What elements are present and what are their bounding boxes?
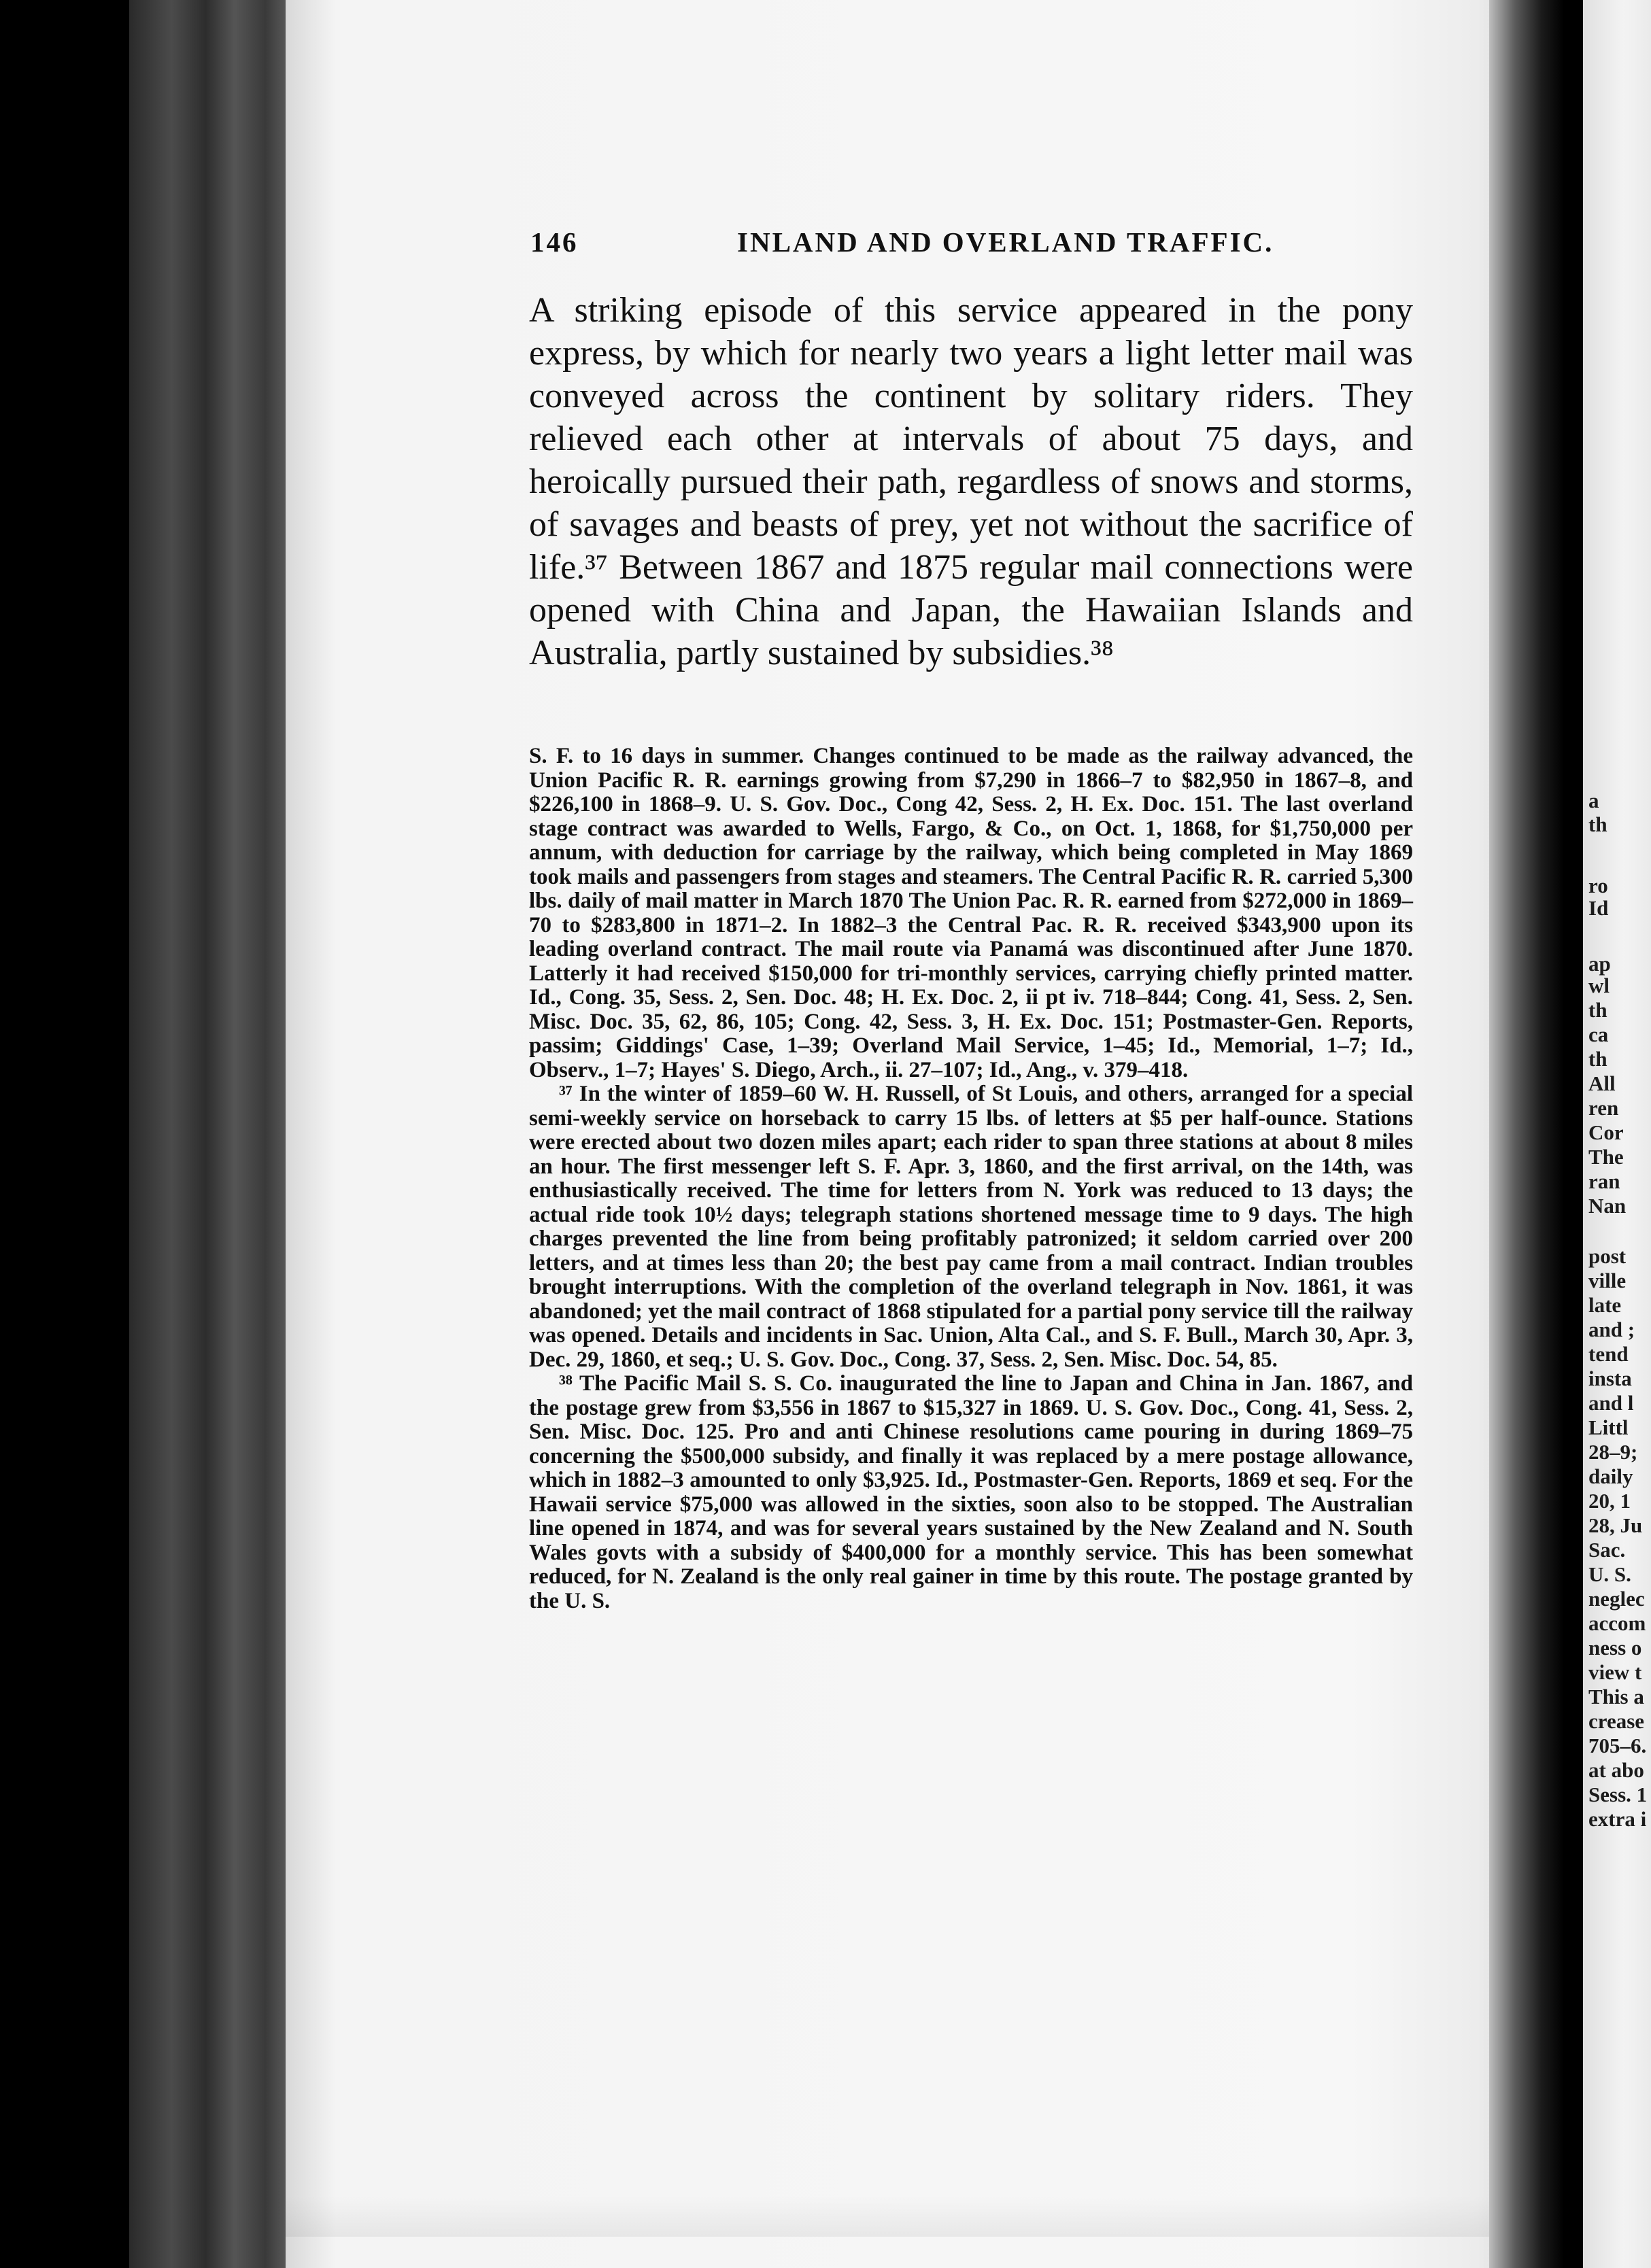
next-page-fragment: 20, 1 xyxy=(1588,1489,1631,1513)
next-page-fragment: ca xyxy=(1588,1023,1609,1046)
next-page-fragment: daily xyxy=(1588,1464,1633,1488)
next-page-fragment: at abo xyxy=(1588,1758,1644,1782)
next-page-fragment: ness o xyxy=(1588,1636,1642,1660)
page-bottom-shade xyxy=(286,2196,1540,2237)
next-page-fragment: Littl xyxy=(1588,1415,1629,1439)
next-page-fragment: extra i xyxy=(1588,1807,1647,1831)
next-page-fragment: wl xyxy=(1588,974,1610,997)
page-number: 146 xyxy=(530,226,579,258)
running-head: INLAND AND OVERLAND TRAFFIC. xyxy=(737,226,1274,258)
main-paragraph xyxy=(529,289,1413,674)
next-page-fragment: U. S. xyxy=(1588,1562,1631,1586)
next-page-fragment: Id xyxy=(1588,896,1609,920)
next-page-fragment: and ; xyxy=(1588,1318,1635,1341)
next-page-fragment: Cor xyxy=(1588,1120,1624,1144)
page-gutter xyxy=(1489,0,1564,2268)
next-page-fragment: All xyxy=(1588,1071,1616,1095)
next-page-fragment: a xyxy=(1588,789,1599,812)
footnote-37: ³⁷ In the winter of 1859–60 W. H. Russell, of St Louis, and others, arranged for a special semi-weekly service on horseback to carry 15 lbs. of letters at $5 per half-ounce. Stations were erected about two dozen miles apart; each rider to span three stations at about 8 miles an hour. The first messenger left S. F. Apr. 3, 1860, and the first arrival, on the 14th, was enthusiastically received. The time for letters from N. York was reduced to 13 days; the actual ride took 10½ days; telegraph stations shortened message time to 9 days. The high charges prevented the line from being profitably patronized; it seldom carried over 200 letters, and at times less than 20; the best pay came from a mail contract. Indian troubles brought interruptions. With the completion of the overland telegraph in Nov. 1861, it was abandoned; yet the mail contract of 1868 stipulated for a partial pony service till the railway was opened. Details and incidents in Sac. Union, Alta Cal., and S. F. Bull., March 30, Apr. 3, Dec. 29, 1860, et seq.; U. S. Gov. Doc., Cong. 37, Sess. 2, Sen. Misc. Doc. 54, 85. xyxy=(529,1082,1413,1372)
gutter-shadow xyxy=(1564,0,1583,2268)
next-page-fragment: post xyxy=(1588,1244,1627,1268)
next-page-fragment: view t xyxy=(1588,1660,1642,1684)
book-spine-shadow xyxy=(0,0,129,2268)
next-page-fragment: Nan xyxy=(1588,1194,1627,1218)
next-page-fragment: Sac. xyxy=(1588,1538,1626,1562)
footnotes xyxy=(529,744,1413,1613)
next-page-fragment: th xyxy=(1588,998,1607,1022)
page-header xyxy=(530,226,1455,267)
next-page-fragment: The xyxy=(1588,1145,1624,1169)
next-page-fragment: ap xyxy=(1588,952,1611,976)
next-page-fragment: ro xyxy=(1588,874,1608,897)
next-page-fragment: late xyxy=(1588,1293,1622,1317)
next-page-fragment: 28, Ju xyxy=(1588,1513,1643,1537)
next-page-fragment: neglec xyxy=(1588,1587,1645,1611)
next-page-fragment: crease xyxy=(1588,1709,1645,1733)
next-page-fragment: 28–9; xyxy=(1588,1440,1638,1464)
next-page-fragment: This a xyxy=(1588,1685,1644,1708)
next-page-fragment: and l xyxy=(1588,1391,1634,1415)
next-page-text-fragments xyxy=(1583,0,1651,2268)
next-page-fragment: accom xyxy=(1588,1611,1646,1635)
footnote-continuation: S. F. to 16 days in summer. Changes continued to be made as the railway advanced, the Union Pacific R. R. earnings growing from $7,290 in 1866–7 to $82,950 in 1867–8, and $226,100 in 1868–9. U. S. Gov. Doc., Cong 42, Sess. 2, H. Ex. Doc. 151. The last overland stage contract was awarded to Wells, Fargo, & Co., on Oct. 1, 1868, for $1,750,000 per annum, with deduction for carriage by the railway, which being completed in May 1869 took mails and passengers from stages and steamers. The Central Pacific R. R. carried 5,300 lbs. daily of mail matter in March 1870 The Union Pac. R. R. earned from $272,000 in 1869–70 to $283,800 in 1871–2. In 1882–3 the Central Pac. R. R. received $343,900 upon its leading overland contract. The mail route via Panamá was discontinued after June 1870. Latterly it had received $150,000 for tri-monthly services, carrying chiefly printed matter. Id., Cong. 35, Sess. 2, Sen. Doc. 48; H. Ex. Doc. 2, ii pt iv. 718–844; Cong. 41, Sess. 2, Sen. Misc. Doc. 35, 62, 86, 105; Cong. 42, Sess. 3, H. Ex. Doc. 151; Postmaster-Gen. Reports, passim; Giddings' Case, 1–39; Overland Mail Service, 1–45; Id., Memorial, 1–7; Id., Observ., 1–7; Hayes' S. Diego, Arch., ii. 27–107; Id., Ang., v. 379–418. xyxy=(529,744,1413,1082)
body-text: A striking episode of this service appeared in the pony express, by which for nearly two years a light letter mail was conveyed across the continent by solitary riders. They relieved each other at intervals of about 75 days, and heroically pursued their path, regardless of snows and storms, of savages and beasts of prey, yet not without the sacrifice of life.³⁷ Between 1867 and 1875 regular mail connections were opened with China and Japan, the Hawaiian Islands and Australia, partly sustained by subsidies.³⁸ xyxy=(529,291,1413,672)
next-page-fragment: th xyxy=(1588,1047,1607,1071)
next-page-fragment: Sess. 1 xyxy=(1588,1783,1648,1806)
next-page-fragment: insta xyxy=(1588,1367,1632,1390)
next-page-fragment: 705–6. xyxy=(1588,1734,1647,1757)
book-spine xyxy=(129,0,299,2268)
footnote-38: ³⁸ The Pacific Mail S. S. Co. inaugurated the line to Japan and China in Jan. 1867, and the postage grew from $3,556 in 1867 to $15,327 in 1869. U. S. Gov. Doc., Cong. 41, Sess. 2, Sen. Misc. Doc. 125. Pro and anti Chinese resolutions came pouring in during 1869–75 concerning the $500,000 subsidy, and finally it was replaced by a mere postage allowance, which in 1882–3 amounted to only $3,925. Id., Postmaster-Gen. Reports, 1869 et seq. For the Hawaii service $75,000 was allowed in the sixties, soon also to be stopped. The Australian line opened in 1874, and was for several years sustained by the New Zealand and N. South Wales govts with a subsidy of $400,000 for a monthly service. This has been somewhat reduced, for N. Zealand is the only real gainer in time by this route. The postage granted by the U. S. xyxy=(529,1371,1413,1613)
next-page-fragment: ran xyxy=(1588,1169,1620,1193)
next-page-fragment: tend xyxy=(1588,1342,1629,1366)
next-page-fragment: ren xyxy=(1588,1096,1619,1120)
next-page-fragment: ville xyxy=(1588,1269,1627,1292)
next-page-fragment: th xyxy=(1588,812,1607,836)
